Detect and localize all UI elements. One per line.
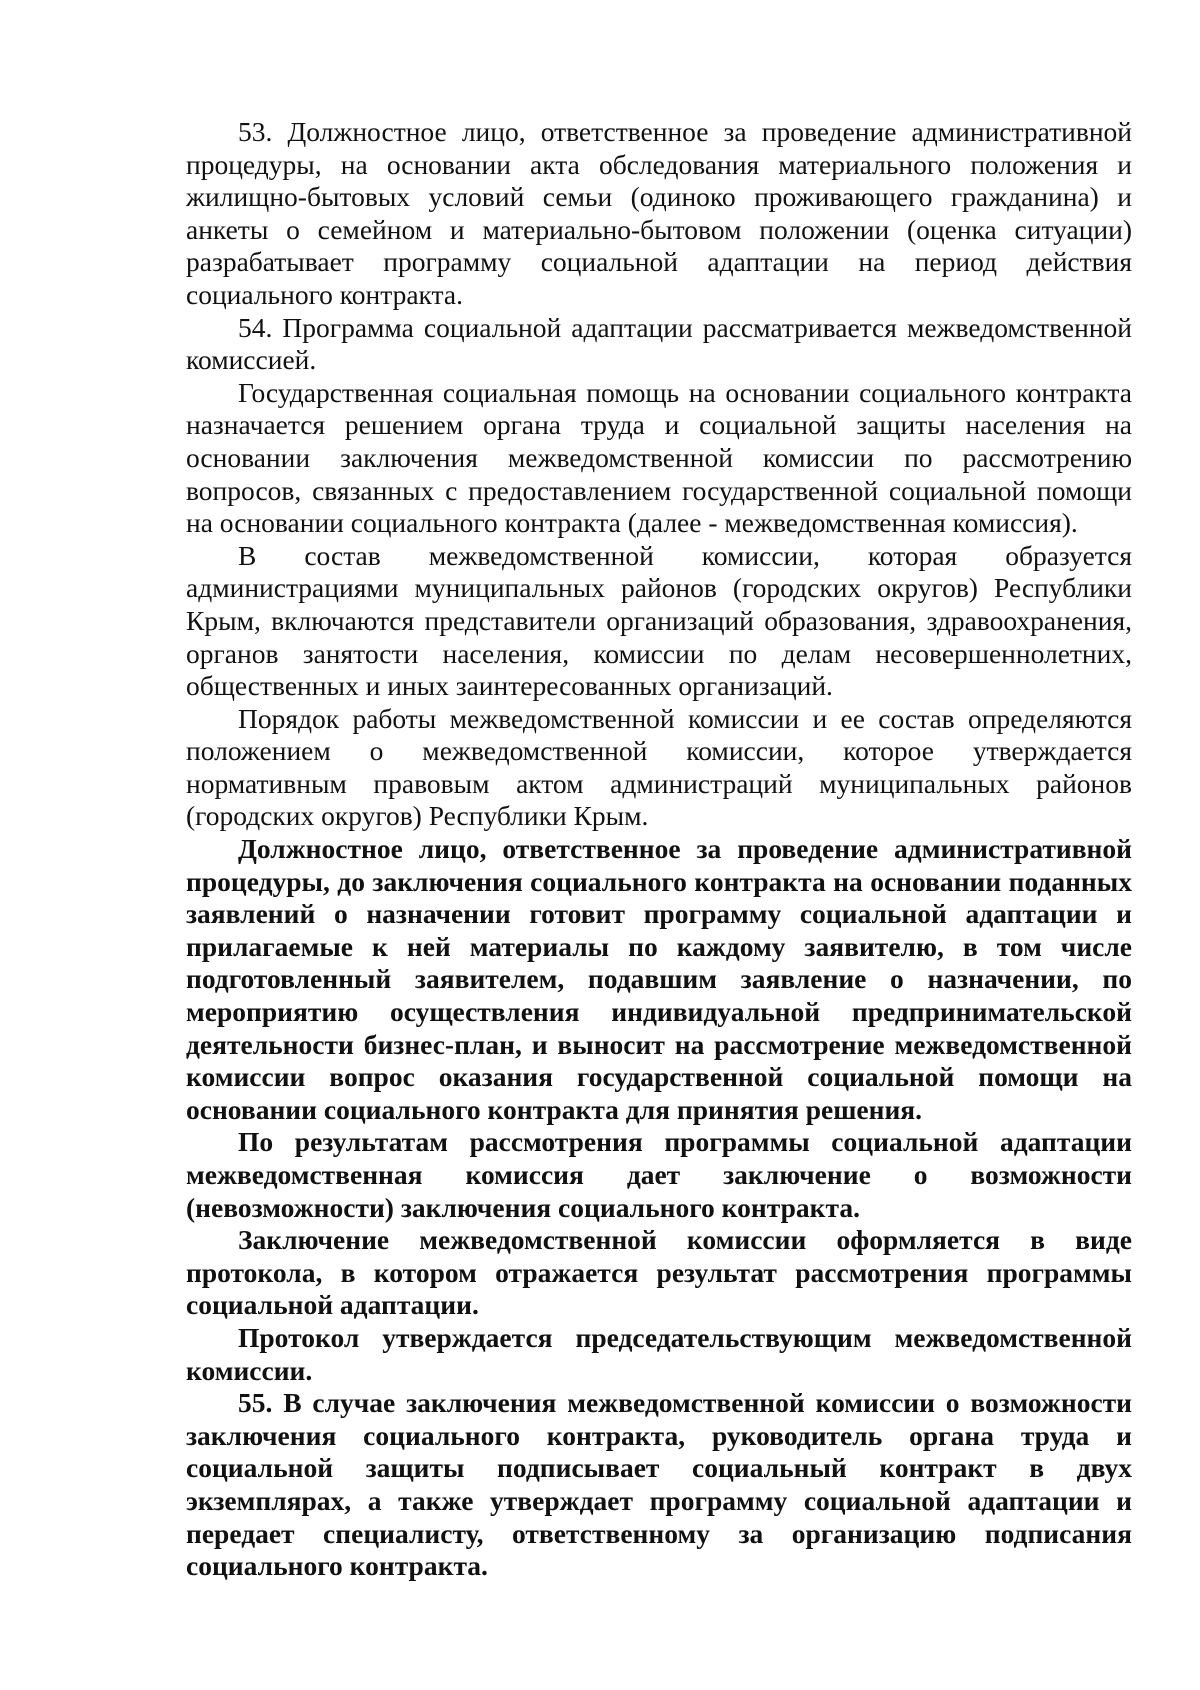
paragraph-official-preparation: Должностное лицо, ответственное за проведение административной процедуры, до заключения социального контракта на основании поданных заявлений о назначении готовит программу социальной адаптации и прилагаемые к ней материалы по каждому заявителю, в том числе подготовленный заявителем, подавшим заявление о назначении, по мероприятию осуществления индивидуальной предпринимательской деятельности бизнес-план, и выносит на рассмотрение межведомственной комиссии вопрос оказания государственной социальной помощи на основании социального контракта для принятия решения. (186, 833, 1132, 1125)
paragraph-protocol-approval: Протокол утверждается председательствующим межведомственной комиссии. (186, 1321, 1132, 1386)
paragraph-review-results: По результатам рассмотрения программы социальной адаптации межведомственная комиссия дает заключение о возможности (невозможности) заключения социального контракта. (186, 1126, 1132, 1223)
document-page (186, 116, 1132, 1583)
paragraph-commission-procedure: Порядок работы межведомственной комиссии и ее состав определяются положением о межведомственной комиссии, которое утверждается нормативным правовым актом администраций муниципальных районов (городских округов) Республики Крым. (186, 702, 1132, 832)
paragraph-55: 55. В случае заключения межведомственной комиссии о возможности заключения социального контракта, руководитель органа труда и социальной защиты подписывает социальный контракт в двух экземплярах, а также утверждает программу социальной адаптации и передает специалисту, ответственному за организацию подписания социального контракта. (186, 1387, 1132, 1582)
paragraph-protocol: Заключение межведомственной комиссии оформляется в виде протокола, в котором отражается результат рассмотрения программы социальной адаптации. (186, 1224, 1132, 1321)
paragraph-54: 54. Программа социальной адаптации рассматривается межведомственной комиссией. (186, 311, 1132, 376)
paragraph-commission-composition: В состав межведомственной комиссии, которая образуется администрациями муниципальных районов (городских округов) Республики Крым, включаются представители организаций образования, здравоохранения, органов занятости населения, комиссии по делам несовершеннолетних, общественных и иных заинтересованных организаций. (186, 539, 1132, 702)
paragraph-state-aid: Государственная социальная помощь на основании социального контракта назначается решением органа труда и социальной защиты населения на основании заключения межведомственной комиссии по рассмотрению вопросов, связанных с предоставлением государственной социальной помощи на основании социального контракта (далее - межведомственная комиссия). (186, 376, 1132, 539)
paragraph-53: 53. Должностное лицо, ответственное за проведение административной процедуры, на основании акта обследования материального положения и жилищно-бытовых условий семьи (одиноко проживающего гражданина) и анкеты о семейном и материально-бытовом положении (оценка ситуации) разрабатывает программу социальной адаптации на период действия социального контракта. (186, 116, 1132, 310)
